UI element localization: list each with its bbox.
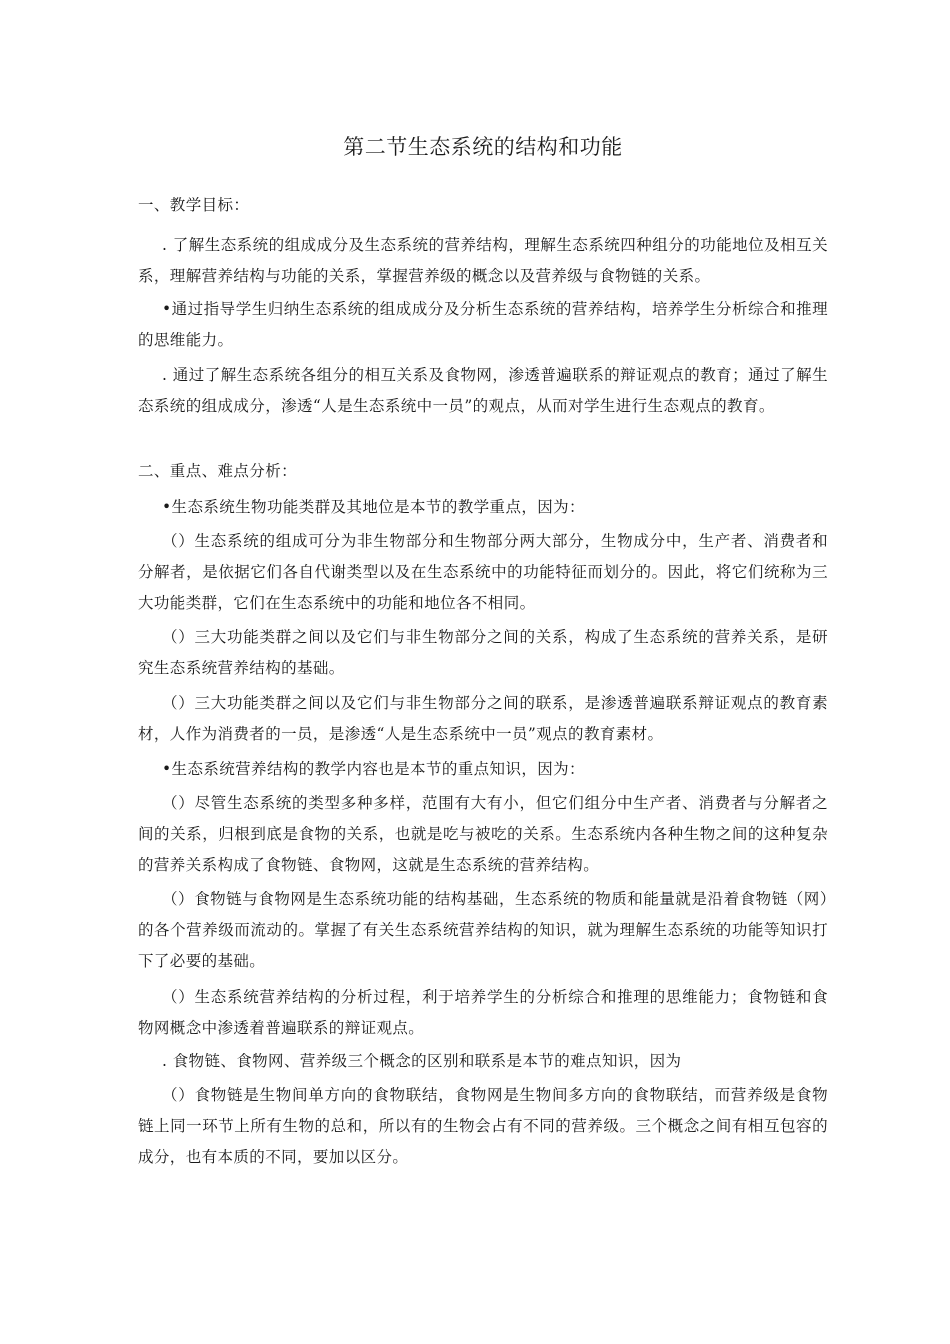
paragraph: （）食物链与食物网是生态系统功能的结构基础，生态系统的物质和能量就是沿着食物链（网）的各个营养级而流动的。掌握了有关生态系统营养结构的知识，就为理解生态系统的功能等知识打下了必要的基础。: [138, 890, 828, 970]
section-heading-objectives: 一、教学目标：: [138, 196, 250, 214]
paragraph: •通过指导学生归纳生态系统的组成成分及分析生态系统的营养结构，培养学生分析综合和推理的思维能力。: [138, 300, 828, 349]
paragraph: . 通过了解生态系统各组分的相互关系及食物网，渗透普遍联系的辩证观点的教育；通过了解生态系统的组成成分，渗透“人是生态系统中一员”的观点，从而对学生进行生态观点的教育。: [138, 366, 828, 415]
paragraph: （）食物链是生物间单方向的食物联结，食物网是生物间多方向的食物联结，而营养级是食物链上同一环节上所有生物的总和，所以有的生物会占有不同的营养级。三个概念之间有相互包容的成分，也有本质的不同，要加以区分。: [138, 1086, 828, 1166]
paragraph: （）尽管生态系统的类型多种多样，范围有大有小，但它们组分中生产者、消费者与分解者之间的关系，归根到底是食物的关系，也就是吃与被吃的关系。生态系统内各种生物之间的这种复杂的营养关系构成了食物链、食物网，这就是生态系统的营养结构。: [138, 794, 828, 874]
paragraph: . 食物链、食物网、营养级三个概念的区别和联系是本节的难点知识，因为: [162, 1052, 682, 1070]
paragraph: （）三大功能类群之间以及它们与非生物部分之间的联系，是渗透普遍联系辩证观点的教育素材，人作为消费者的一员，是渗透“人是生态系统中一员”观点的教育素材。: [138, 694, 828, 743]
paragraph: •生态系统生物功能类群及其地位是本节的教学重点，因为：: [162, 498, 585, 516]
document-title: 第二节生态系统的结构和功能: [343, 135, 623, 159]
paragraph: . 了解生态系统的组成成分及生态系统的营养结构，理解生态系统四种组分的功能地位及相互关系，理解营养结构与功能的关系，掌握营养级的概念以及营养级与食物链的关系。: [138, 236, 828, 285]
paragraph: （）生态系统的组成可分为非生物部分和生物部分两大部分，生物成分中，生产者、消费者和分解者，是依据它们各自代谢类型以及在生态系统中的功能特征而划分的。因此，将它们统称为三大功能类群，它们在生态系统中的功能和地位各不相同。: [138, 532, 828, 612]
paragraph: （）三大功能类群之间以及它们与非生物部分之间的关系，构成了生态系统的营养关系，是研究生态系统营养结构的基础。: [138, 628, 828, 677]
paragraph: •生态系统营养结构的教学内容也是本节的重点知识，因为：: [162, 760, 585, 778]
section-heading-keypoints: 二、重点、难点分析：: [138, 462, 298, 480]
paragraph: （）生态系统营养结构的分析过程，利于培养学生的分析综合和推理的思维能力；食物链和食物网概念中渗透着普遍联系的辩证观点。: [138, 988, 828, 1037]
